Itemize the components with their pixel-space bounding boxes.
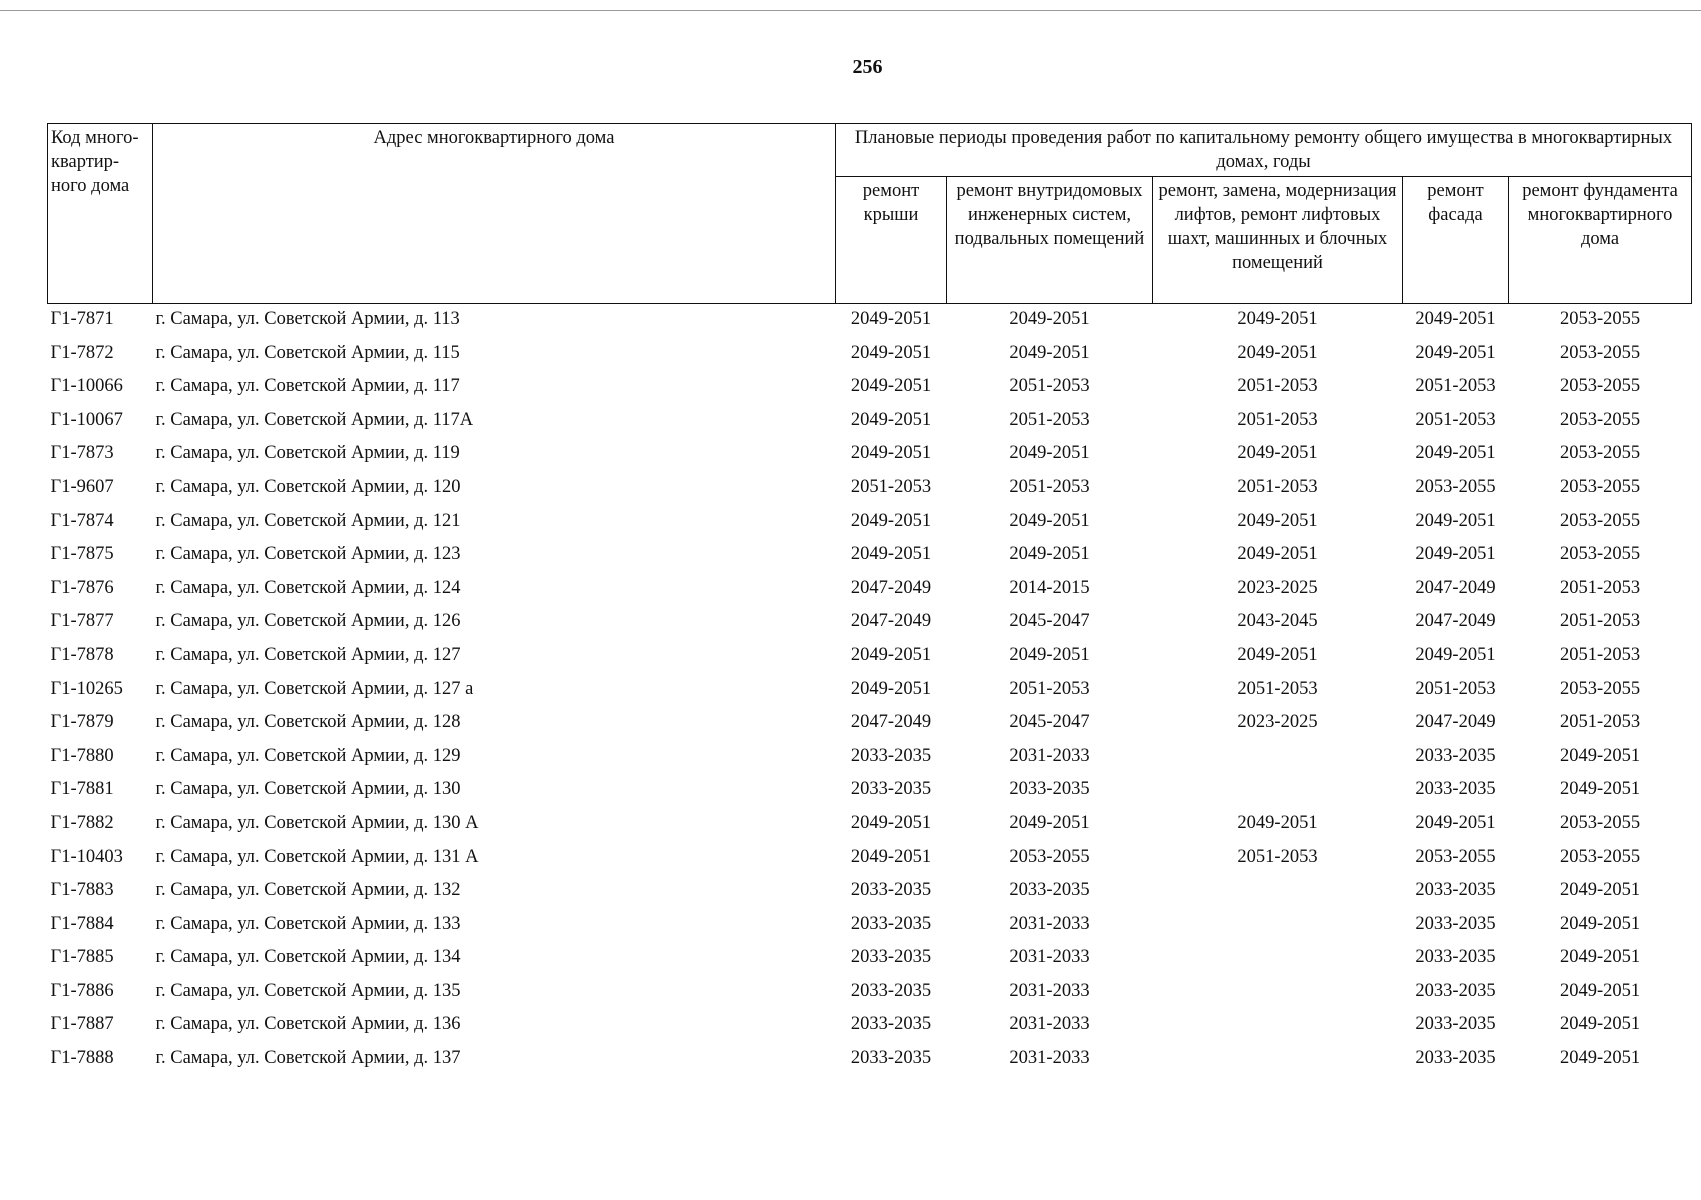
cell-roof: 2051-2053: [850, 476, 932, 497]
cell-systems: 2049-2051: [1009, 544, 1090, 565]
cell-lifts: 2051-2053: [1237, 678, 1318, 699]
cell-roof: 2049-2051: [850, 510, 932, 531]
table-row: [48, 1043, 1692, 1077]
cell-roof: 2049-2051: [850, 812, 932, 833]
cell-facade: 2047-2049: [1415, 611, 1496, 632]
cell-code: Г1-10403: [50, 846, 123, 867]
cell-facade: 2047-2049: [1415, 577, 1496, 598]
cell-systems: 2051-2053: [1009, 678, 1090, 699]
cell-lifts: 2049-2051: [1237, 309, 1318, 329]
header-address: Адрес многоквартирного дома: [153, 124, 836, 304]
table-row: [48, 1009, 1692, 1043]
cell-code: Г1-7874: [50, 510, 114, 531]
cell-lifts: 2023-2025: [1237, 712, 1318, 733]
cell-code: Г1-7887: [50, 1014, 114, 1035]
cell-facade: 2049-2051: [1415, 644, 1496, 665]
cell-roof: 2033-2035: [850, 980, 932, 1001]
cell-address: г. Самара, ул. Советской Армии, д. 126: [155, 611, 461, 632]
cell-systems: 2051-2053: [1009, 409, 1090, 430]
table-body: [48, 304, 1692, 1077]
cell-address: г. Самара, ул. Советской Армии, д. 128: [155, 712, 461, 733]
cell-address: г. Самара, ул. Советской Армии, д. 117А: [155, 409, 474, 430]
cell-address: г. Самара, ул. Советской Армии, д. 130: [155, 779, 461, 800]
cell-lifts: 2049-2051: [1237, 342, 1318, 363]
cell-address: г. Самара, ул. Советской Армии, д. 127: [155, 644, 461, 665]
table-row: [48, 909, 1692, 943]
cell-lifts: 2049-2051: [1237, 510, 1318, 531]
cell-code: Г1-7875: [50, 544, 114, 565]
cell-lifts: 2043-2045: [1237, 611, 1318, 632]
cell-code: Г1-9607: [50, 476, 114, 497]
cell-code: Г1-7873: [50, 443, 114, 464]
cell-roof: 2049-2051: [850, 443, 932, 464]
cell-roof: 2047-2049: [850, 577, 932, 598]
cell-lifts: [1153, 909, 1403, 943]
cell-systems: 2049-2051: [1009, 443, 1090, 464]
cell-address: г. Самара, ул. Советской Армии, д. 133: [155, 913, 461, 934]
cell-code: Г1-7883: [50, 880, 114, 901]
cell-foundation: 2053-2055: [1559, 510, 1641, 531]
cell-facade: 2033-2035: [1415, 1014, 1496, 1035]
cell-code: Г1-7882: [50, 812, 114, 833]
cell-code: Г1-7872: [50, 342, 114, 363]
cell-facade: 2049-2051: [1415, 812, 1496, 833]
cell-facade: 2033-2035: [1415, 947, 1496, 968]
cell-lifts: 2051-2053: [1237, 376, 1318, 397]
cell-address: г. Самара, ул. Советской Армии, д. 132: [155, 880, 461, 901]
cell-facade: 2051-2053: [1415, 376, 1496, 397]
cell-facade: 2051-2053: [1415, 678, 1496, 699]
cell-address: г. Самара, ул. Советской Армии, д. 115: [155, 342, 460, 363]
repair-plan-table: [47, 123, 1692, 1077]
table-row: [48, 573, 1692, 607]
cell-facade: 2049-2051: [1415, 342, 1496, 363]
cell-foundation: 2049-2051: [1559, 779, 1641, 800]
header-facade: ремонт фасада: [1403, 177, 1509, 304]
cell-foundation: 2053-2055: [1559, 443, 1641, 464]
cell-facade: 2049-2051: [1415, 309, 1496, 329]
header-systems: ремонт внутридомовых инженерных систем, подвальных помещений: [947, 177, 1153, 304]
cell-foundation: 2053-2055: [1559, 409, 1641, 430]
header-code-text: Код много- квартир- ного дома: [51, 128, 139, 196]
cell-address: г. Самара, ул. Советской Армии, д. 134: [155, 947, 461, 968]
cell-address: г. Самара, ул. Советской Армии, д. 120: [155, 476, 461, 497]
cell-systems: 2031-2033: [1009, 947, 1090, 968]
cell-address: г. Самара, ул. Советской Армии, д. 113: [155, 309, 460, 329]
cell-roof: 2049-2051: [850, 342, 932, 363]
cell-roof: 2049-2051: [850, 309, 932, 329]
cell-code: Г1-7881: [50, 779, 114, 800]
table-row: [48, 539, 1692, 573]
cell-lifts: [1153, 774, 1403, 808]
cell-foundation: 2053-2055: [1559, 812, 1641, 833]
cell-lifts: 2049-2051: [1237, 812, 1318, 833]
cell-lifts: 2051-2053: [1237, 846, 1318, 867]
cell-lifts: [1153, 875, 1403, 909]
cell-systems: 2049-2051: [1009, 309, 1090, 329]
cell-foundation: 2053-2055: [1559, 544, 1641, 565]
cell-systems: 2045-2047: [1009, 712, 1090, 733]
cell-address: г. Самара, ул. Советской Армии, д. 137: [155, 1048, 461, 1069]
table-row: [48, 438, 1692, 472]
cell-code: Г1-7885: [50, 947, 114, 968]
cell-roof: 2033-2035: [850, 779, 932, 800]
cell-lifts: 2049-2051: [1237, 644, 1318, 665]
cell-code: Г1-7880: [50, 745, 114, 766]
cell-systems: 2049-2051: [1009, 812, 1090, 833]
cell-systems: 2051-2053: [1009, 376, 1090, 397]
cell-foundation: 2053-2055: [1559, 309, 1641, 329]
cell-code: Г1-10067: [50, 409, 123, 430]
cell-systems: 2031-2033: [1009, 980, 1090, 1001]
cell-facade: 2033-2035: [1415, 1048, 1496, 1069]
cell-systems: 2049-2051: [1009, 342, 1090, 363]
cell-foundation: 2053-2055: [1559, 342, 1641, 363]
header-periods-group: Плановые периоды проведения работ по капитальному ремонту общего имущества в многоквартирных домах, годы: [836, 124, 1692, 177]
cell-facade: 2051-2053: [1415, 409, 1496, 430]
header-row-top: [48, 124, 1692, 177]
cell-lifts: [1153, 1043, 1403, 1077]
table-row: [48, 875, 1692, 909]
cell-systems: 2031-2033: [1009, 1048, 1090, 1069]
cell-roof: 2047-2049: [850, 611, 932, 632]
cell-code: Г1-7876: [50, 577, 114, 598]
cell-facade: 2033-2035: [1415, 880, 1496, 901]
cell-systems: 2049-2051: [1009, 510, 1090, 531]
cell-foundation: 2051-2053: [1559, 611, 1641, 632]
cell-lifts: 2049-2051: [1237, 544, 1318, 565]
scan-top-rule: [0, 10, 1701, 11]
cell-facade: 2033-2035: [1415, 980, 1496, 1001]
table-row: [48, 942, 1692, 976]
cell-foundation: 2049-2051: [1559, 1048, 1641, 1069]
cell-facade: 2047-2049: [1415, 712, 1496, 733]
header-lifts: ремонт, замена, модернизация лифтов, ремонт лифтовых шахт, машинных и блочных помещений: [1153, 177, 1403, 304]
cell-lifts: 2051-2053: [1237, 409, 1318, 430]
cell-foundation: 2051-2053: [1559, 644, 1641, 665]
table-row: [48, 674, 1692, 708]
table-row: [48, 371, 1692, 405]
cell-systems: 2031-2033: [1009, 745, 1090, 766]
cell-address: г. Самара, ул. Советской Армии, д. 136: [155, 1014, 461, 1035]
cell-systems: 2031-2033: [1009, 1014, 1090, 1035]
cell-facade: 2049-2051: [1415, 443, 1496, 464]
cell-code: Г1-7884: [50, 913, 114, 934]
cell-code: Г1-7886: [50, 980, 114, 1001]
table-row: [48, 606, 1692, 640]
table-row: [48, 774, 1692, 808]
cell-address: г. Самара, ул. Советской Армии, д. 127 а: [155, 678, 474, 699]
cell-lifts: 2051-2053: [1237, 476, 1318, 497]
cell-lifts: [1153, 741, 1403, 775]
cell-roof: 2049-2051: [850, 376, 932, 397]
table-row: [48, 304, 1692, 338]
cell-address: г. Самара, ул. Советской Армии, д. 121: [155, 510, 461, 531]
cell-lifts: 2023-2025: [1237, 577, 1318, 598]
cell-code: Г1-7878: [50, 644, 114, 665]
cell-roof: 2033-2035: [850, 1014, 932, 1035]
cell-roof: 2033-2035: [850, 1048, 932, 1069]
table-row: [48, 472, 1692, 506]
header-roof: ремонт крыши: [836, 177, 947, 304]
cell-address: г. Самара, ул. Советской Армии, д. 131 А: [155, 846, 479, 867]
cell-code: Г1-10066: [50, 376, 123, 397]
cell-facade: 2053-2055: [1415, 846, 1496, 867]
page-number: 256: [852, 56, 883, 78]
cell-roof: 2049-2051: [850, 544, 932, 565]
cell-address: г. Самара, ул. Советской Армии, д. 119: [155, 443, 460, 464]
table-row: [48, 842, 1692, 876]
cell-address: г. Самара, ул. Советской Армии, д. 123: [155, 544, 461, 565]
cell-systems: 2045-2047: [1009, 611, 1090, 632]
table-row: [48, 405, 1692, 439]
cell-roof: 2049-2051: [850, 678, 932, 699]
cell-address: г. Самара, ул. Советской Армии, д. 135: [155, 980, 461, 1001]
cell-systems: 2051-2053: [1009, 476, 1090, 497]
cell-foundation: 2053-2055: [1559, 476, 1641, 497]
cell-lifts: 2049-2051: [1237, 443, 1318, 464]
table-row: [48, 976, 1692, 1010]
cell-roof: 2033-2035: [850, 947, 932, 968]
table-row: [48, 506, 1692, 540]
cell-facade: 2049-2051: [1415, 544, 1496, 565]
cell-foundation: 2049-2051: [1559, 880, 1641, 901]
cell-facade: 2033-2035: [1415, 745, 1496, 766]
table-row: [48, 338, 1692, 372]
cell-code: Г1-7871: [50, 309, 114, 329]
cell-systems: 2049-2051: [1009, 644, 1090, 665]
cell-roof: 2033-2035: [850, 880, 932, 901]
cell-systems: 2053-2055: [1009, 846, 1090, 867]
header-code: [48, 124, 153, 304]
cell-facade: 2033-2035: [1415, 913, 1496, 934]
cell-roof: 2047-2049: [850, 712, 932, 733]
cell-roof: 2049-2051: [850, 409, 932, 430]
cell-code: Г1-10265: [50, 678, 123, 699]
cell-lifts: [1153, 976, 1403, 1010]
cell-facade: 2053-2055: [1415, 476, 1496, 497]
cell-systems: 2031-2033: [1009, 913, 1090, 934]
cell-foundation: 2049-2051: [1559, 745, 1641, 766]
cell-code: Г1-7888: [50, 1048, 114, 1069]
cell-lifts: [1153, 1009, 1403, 1043]
cell-foundation: 2049-2051: [1559, 1014, 1641, 1035]
table-row: [48, 640, 1692, 674]
cell-roof: 2033-2035: [850, 913, 932, 934]
header-foundation: ремонт фундамента многоквартирного дома: [1509, 177, 1692, 304]
cell-code: Г1-7879: [50, 712, 114, 733]
cell-foundation: 2049-2051: [1559, 913, 1641, 934]
cell-roof: 2033-2035: [850, 745, 932, 766]
cell-facade: 2049-2051: [1415, 510, 1496, 531]
cell-systems: 2014-2015: [1009, 577, 1090, 598]
cell-address: г. Самара, ул. Советской Армии, д. 117: [155, 376, 460, 397]
cell-foundation: 2051-2053: [1559, 712, 1641, 733]
cell-roof: 2049-2051: [850, 644, 932, 665]
cell-foundation: 2053-2055: [1559, 678, 1641, 699]
cell-foundation: 2051-2053: [1559, 577, 1641, 598]
cell-facade: 2033-2035: [1415, 779, 1496, 800]
cell-address: г. Самара, ул. Советской Армии, д. 129: [155, 745, 461, 766]
cell-foundation: 2049-2051: [1559, 947, 1641, 968]
cell-foundation: 2049-2051: [1559, 980, 1641, 1001]
cell-code: Г1-7877: [50, 611, 114, 632]
table-row: [48, 707, 1692, 741]
cell-foundation: 2053-2055: [1559, 376, 1641, 397]
cell-address: г. Самара, ул. Советской Армии, д. 124: [155, 577, 461, 598]
cell-roof: 2049-2051: [850, 846, 932, 867]
cell-systems: 2033-2035: [1009, 779, 1090, 800]
table-row: [48, 808, 1692, 842]
table-row: [48, 741, 1692, 775]
cell-systems: 2033-2035: [1009, 880, 1090, 901]
cell-address: г. Самара, ул. Советской Армии, д. 130 А: [155, 812, 479, 833]
cell-lifts: [1153, 942, 1403, 976]
cell-foundation: 2053-2055: [1559, 846, 1641, 867]
